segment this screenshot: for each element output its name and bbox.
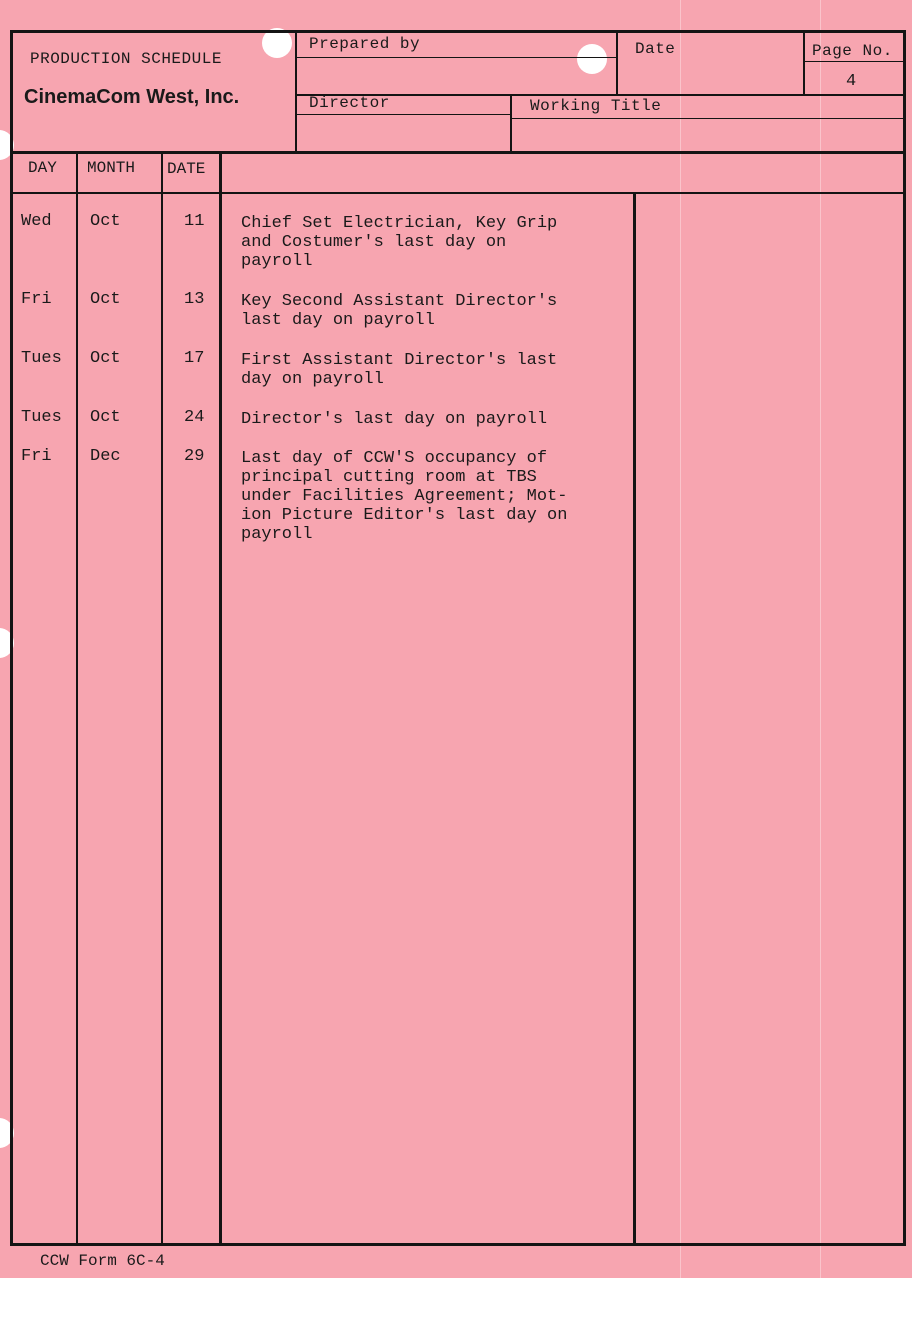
row-day: Tues (21, 349, 62, 368)
page-number-label: Page No. (812, 42, 893, 60)
row-date: 24 (184, 408, 205, 427)
field-line (297, 57, 616, 58)
row-date: 13 (184, 290, 205, 309)
row-description: Key Second Assistant Director's last day on payroll (241, 292, 558, 330)
row-description: First Assistant Director's last day on payroll (241, 351, 558, 389)
column-header-day: DAY (28, 159, 57, 177)
row-description: Last day of CCW'S occupancy of principal cutting room at TBS under Facilities Agreement; Mot- ion Picture Editor's last day on payroll (241, 449, 568, 544)
row-day: Fri (21, 447, 52, 466)
form-border-right (903, 30, 906, 1246)
form-border-top (10, 30, 906, 33)
header-divider (803, 30, 805, 96)
header-divider (295, 30, 297, 152)
header-bottom-border (10, 151, 906, 154)
row-date: 11 (184, 212, 205, 231)
form-number: CCW Form 6C-4 (40, 1252, 165, 1270)
working-title-label: Working Title (530, 97, 662, 115)
company-name: CinemaCom West, Inc. (24, 86, 240, 108)
row-day: Fri (21, 290, 52, 309)
row-date: 17 (184, 349, 205, 368)
field-line (805, 61, 903, 62)
row-month: Dec (90, 447, 121, 466)
header-divider (616, 30, 618, 96)
row-month: Oct (90, 408, 121, 427)
page-number-value: 4 (846, 72, 857, 91)
row-day: Tues (21, 408, 62, 427)
column-header-border (10, 192, 906, 194)
row-month: Oct (90, 290, 121, 309)
row-month: Oct (90, 212, 121, 231)
header-divider (510, 94, 512, 152)
form-title: PRODUCTION SCHEDULE (30, 50, 222, 68)
field-line (512, 118, 903, 119)
prepared-by-label: Prepared by (309, 35, 421, 53)
row-description: Director's last day on payroll (241, 410, 548, 429)
punch-hole (577, 44, 607, 74)
director-label: Director (309, 94, 390, 112)
column-header-date: DATE (167, 160, 206, 178)
field-line (297, 114, 510, 115)
row-day: Wed (21, 212, 52, 231)
schedule-row (0, 212, 640, 292)
form-border-bottom (10, 1243, 906, 1246)
schedule-row (0, 447, 640, 557)
row-date: 29 (184, 447, 205, 466)
date-label: Date (635, 40, 676, 58)
row-month: Oct (90, 349, 121, 368)
column-header-month: MONTH (87, 159, 136, 177)
row-description: Chief Set Electrician, Key Grip and Costumer's last day on payroll (241, 214, 558, 271)
